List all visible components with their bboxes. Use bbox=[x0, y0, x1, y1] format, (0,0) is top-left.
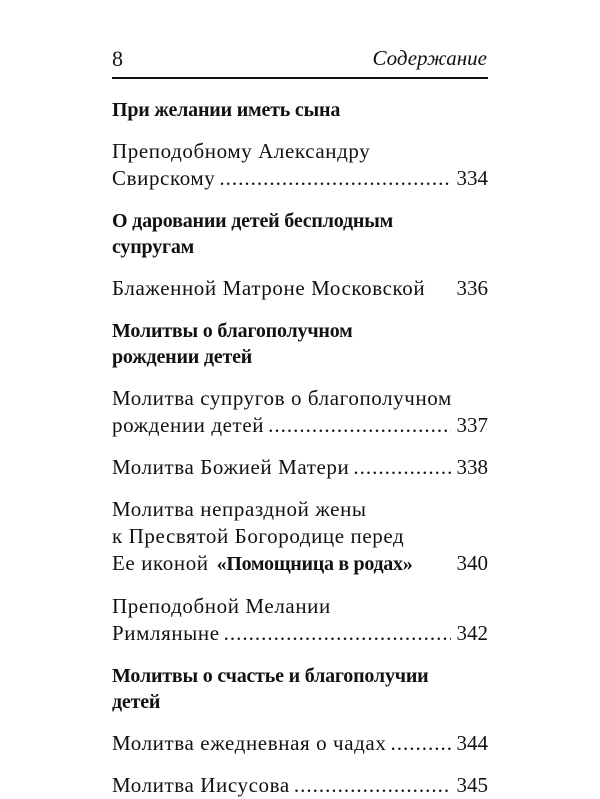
dot-leader bbox=[224, 620, 451, 647]
section-heading-text: Молитвы о благополучном bbox=[112, 320, 353, 342]
table-of-contents bbox=[112, 97, 488, 799]
entry-title-line: рождении детей bbox=[112, 413, 265, 437]
entry-page-number: 345 bbox=[456, 773, 488, 797]
entry-title-line: Молитва Иисусова bbox=[112, 773, 290, 797]
page-number: 8 bbox=[112, 46, 123, 71]
entry-page-number: 334 bbox=[456, 166, 488, 190]
section-heading-text: детей bbox=[112, 691, 161, 713]
toc-entry bbox=[112, 730, 488, 757]
toc-entry bbox=[112, 772, 488, 799]
entry-title-line: Молитва ежедневная о чадах bbox=[112, 731, 387, 755]
header-divider bbox=[112, 77, 488, 79]
entry-page-number: 344 bbox=[456, 731, 488, 755]
entry-title-line: Преподобной Мелании bbox=[112, 594, 331, 618]
entry-title-line: Молитва Божией Матери bbox=[112, 455, 350, 479]
entry-title-line: Ее иконой bbox=[112, 551, 209, 575]
dot-leader bbox=[294, 772, 451, 799]
entry-title-line: Римляныне bbox=[112, 621, 220, 645]
entry-page-number: 336 bbox=[456, 276, 488, 300]
section-heading-text: При желании иметь сына bbox=[112, 99, 341, 121]
section-heading bbox=[112, 97, 488, 123]
entry-title-line: Преподобному Александру bbox=[112, 139, 371, 163]
entry-page-number: 342 bbox=[456, 621, 488, 645]
toc-entry bbox=[112, 454, 488, 481]
section-heading-text: Молитвы о счастье и благополучии bbox=[112, 665, 429, 687]
entry-page-number: 338 bbox=[456, 455, 488, 479]
entry-title-line: к Пресвятой Богородице перед bbox=[112, 524, 405, 548]
toc-entry bbox=[112, 385, 488, 439]
page-header bbox=[112, 46, 487, 72]
dot-leader bbox=[390, 730, 450, 757]
dot-leader bbox=[353, 454, 450, 481]
section-heading bbox=[112, 318, 488, 370]
toc-entry bbox=[112, 275, 488, 302]
section-heading-text: О даровании детей бесплодным bbox=[112, 210, 394, 232]
dot-leader bbox=[219, 165, 450, 192]
entry-icon-name: «Помощница в родах» bbox=[216, 553, 413, 575]
running-title: Содержание bbox=[372, 46, 487, 70]
entry-page-number: 340 bbox=[456, 551, 488, 575]
section-heading-text: рождении детей bbox=[112, 346, 253, 368]
section-heading bbox=[112, 663, 488, 715]
toc-entry bbox=[112, 138, 488, 192]
toc-entry bbox=[112, 593, 488, 647]
dot-leader bbox=[268, 412, 450, 439]
entry-title-line: Молитва супругов о благополучном bbox=[112, 386, 452, 410]
section-heading bbox=[112, 208, 488, 260]
entry-title-line: Блаженной Матроне Московской bbox=[112, 276, 426, 300]
toc-entry bbox=[112, 496, 488, 578]
section-heading-text: супругам bbox=[112, 236, 195, 258]
entry-title-line: Свирскому bbox=[112, 166, 216, 190]
entry-title-line: Молитва непраздной жены bbox=[112, 497, 367, 521]
entry-page-number: 337 bbox=[456, 413, 488, 437]
